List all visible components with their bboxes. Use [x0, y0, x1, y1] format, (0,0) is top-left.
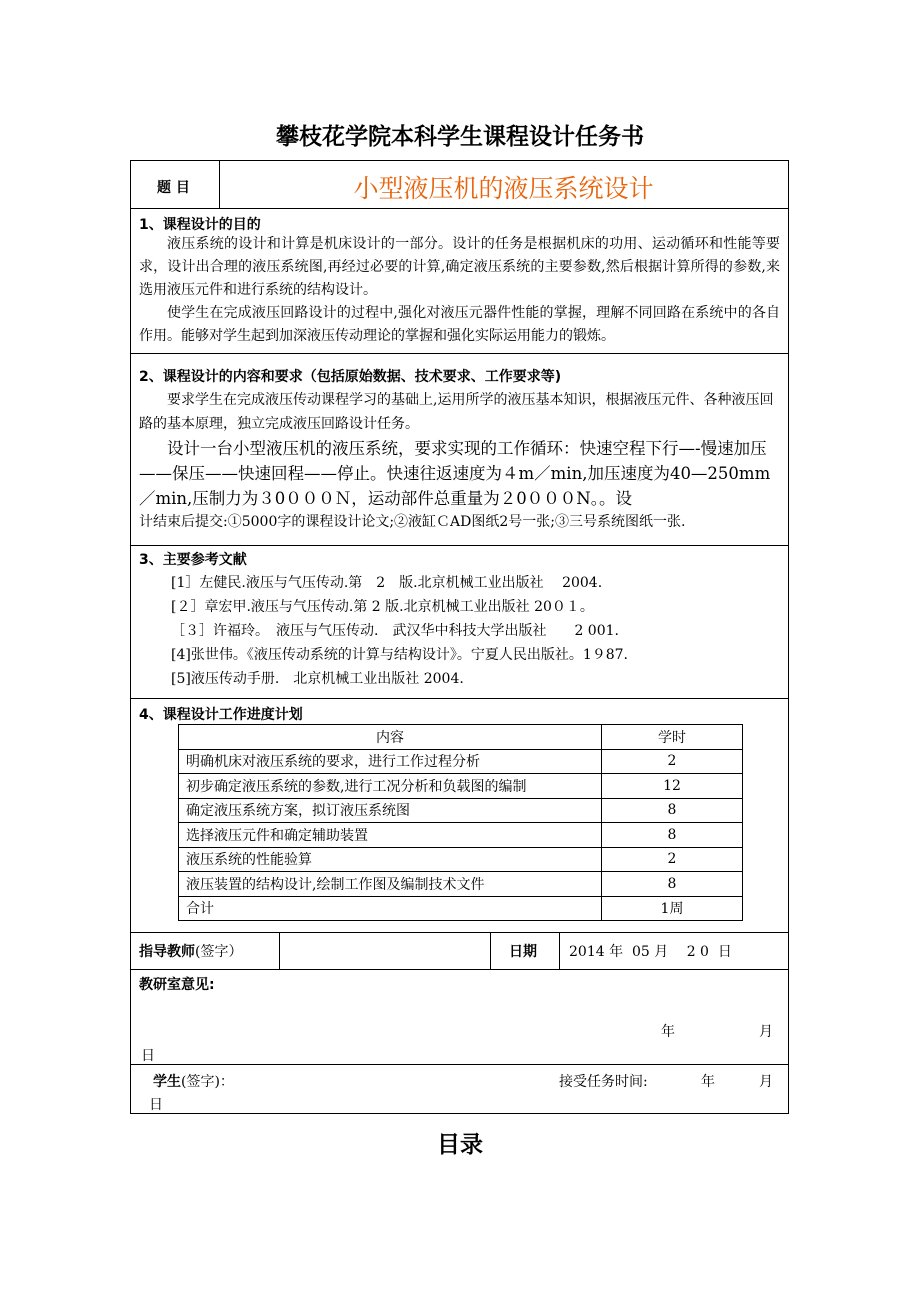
row-hours: 8 [602, 823, 743, 848]
table-row [179, 896, 743, 921]
row-content: 液压装置的结构设计,绘制工作图及编制技术文件 [179, 872, 602, 897]
reference-item: [4]张世伟。《液压传动系统的计算与结构设计》。宁夏人民出版社。1９87. [171, 647, 629, 663]
section1-paragraph: 液压系统的设计和计算是机床设计的一部分。设计的任务是根据机床的功用、运动循环和性能等要求，设计出合理的液压系统图,再经过必要的计算,确定液压系统的主要参数,然后根据计算所得的参数,来选用液压元件和进行系统的结构设计。 [139, 236, 780, 298]
student-year: 年 [701, 1074, 715, 1090]
accept-time-label: 接受任务时间: [559, 1074, 648, 1090]
topic-label: 题 目 [157, 180, 190, 196]
row-hours: 2 [602, 847, 743, 872]
row-hours: 2 [602, 749, 743, 774]
row-content: 液压系统的性能验算 [179, 847, 602, 872]
section4-heading: 4、课程设计工作进度计划 [139, 707, 303, 723]
table-row [179, 872, 743, 897]
table-row [179, 847, 743, 872]
section1-paragraph: 使学生在完成液压回路设计的过程中,强化对液压元器件性能的掌握，理解不同回路在系统中的各自作用。能够对学生起到加深液压传动理论的掌握和强化实际运用能力的锻炼。 [139, 305, 780, 344]
section2-body [139, 389, 780, 535]
teacher-signature-label: 指导教师(签字） [139, 944, 243, 960]
section2-paragraph: 设计一台小型液压机的液压系统，要求实现的工作循环：快速空程下行—-慢速加压——保压——快速回程——停止。快速往返速度为４m／min,加压速度为40—250mm／min,压制力为３0０００Ｎ，运动部件总重量为２0０００N。。设 [139, 439, 771, 508]
row-content: 初步确定液压系统的参数,进行工况分析和负载图的编制 [179, 774, 602, 799]
reference-item: [1］左健民.液压与气压传动.第 2 版.北京机械工业出版社 2004. [171, 575, 603, 591]
document-title: 攀枝花学院本科学生课程设计任务书 [276, 124, 644, 150]
schedule-table [178, 724, 743, 921]
row-hours: 1周 [602, 896, 743, 921]
student-signature-label: 学生(签字)： [153, 1074, 234, 1090]
task-form [130, 160, 789, 1114]
row-content: 确定液压系统方案，拟订液压系统图 [179, 798, 602, 823]
cell-divider [279, 932, 280, 969]
table-row [179, 798, 743, 823]
reference-item: ［３］许福玲。 液压与气压传动. 武汉华中科技大学出版社 2 001. [171, 623, 619, 639]
section1-heading: 1、课程设计的目的 [139, 217, 261, 233]
row-divider [131, 545, 788, 546]
row-hours: 8 [602, 872, 743, 897]
section1-body [139, 233, 780, 348]
row-content: 选择液压元件和确定辅助装置 [179, 823, 602, 848]
row-divider [131, 208, 788, 209]
office-opinion-label: 教研室意见: [139, 977, 215, 993]
section2-paragraph: 要求学生在完成液压传动课程学习的基础上,运用所学的液压基本知识，根据液压元件、各种液压回路的基本原理，独立完成液压回路设计任务。 [139, 392, 774, 432]
topic-title: 小型液压机的液压系统设计 [353, 174, 654, 203]
row-hours: 8 [602, 798, 743, 823]
table-row [179, 823, 743, 848]
toc-title: 目录 [437, 1132, 483, 1158]
student-day: 日 [149, 1097, 163, 1113]
column-header-content: 内容 [179, 725, 602, 750]
date-value: 2014 年 05 月 2 0 日 [569, 944, 732, 960]
row-divider [131, 932, 788, 933]
row-divider [131, 1064, 788, 1065]
row-divider [131, 353, 788, 354]
reference-item: [5]液压传动手册. 北京机械工业出版社 2004. [171, 671, 464, 687]
reference-list [171, 571, 780, 691]
office-year: 年 [661, 1024, 675, 1040]
table-header-row [179, 725, 743, 750]
table-row [179, 749, 743, 774]
row-hours: 12 [602, 774, 743, 799]
section3-heading: 3、主要参考文献 [139, 552, 247, 568]
row-content: 明确机床对液压系统的要求，进行工作过程分析 [179, 749, 602, 774]
student-month: 月 [759, 1074, 773, 1090]
table-row [179, 774, 743, 799]
row-content: 合计 [179, 896, 602, 921]
section2-heading: 2、课程设计的内容和要求（包括原始数据、技术要求、工作要求等) [139, 369, 562, 385]
column-header-hours: 学时 [602, 725, 743, 750]
row-divider [131, 698, 788, 699]
section2-paragraph: 计结束后提交:①5000字的课程设计论文;②液缸ＣAD图纸2号一张;③三号系统图纸一张. [139, 514, 686, 530]
reference-item: [２］章宏甲.液压与气压传动.第 2 版.北京机械工业出版社 20０１。 [171, 599, 594, 615]
office-day: 日 [141, 1048, 155, 1064]
office-month: 月 [759, 1024, 773, 1040]
cell-divider [559, 932, 560, 969]
date-label: 日期 [509, 944, 537, 960]
cell-divider [490, 932, 491, 969]
row-divider [131, 969, 788, 970]
